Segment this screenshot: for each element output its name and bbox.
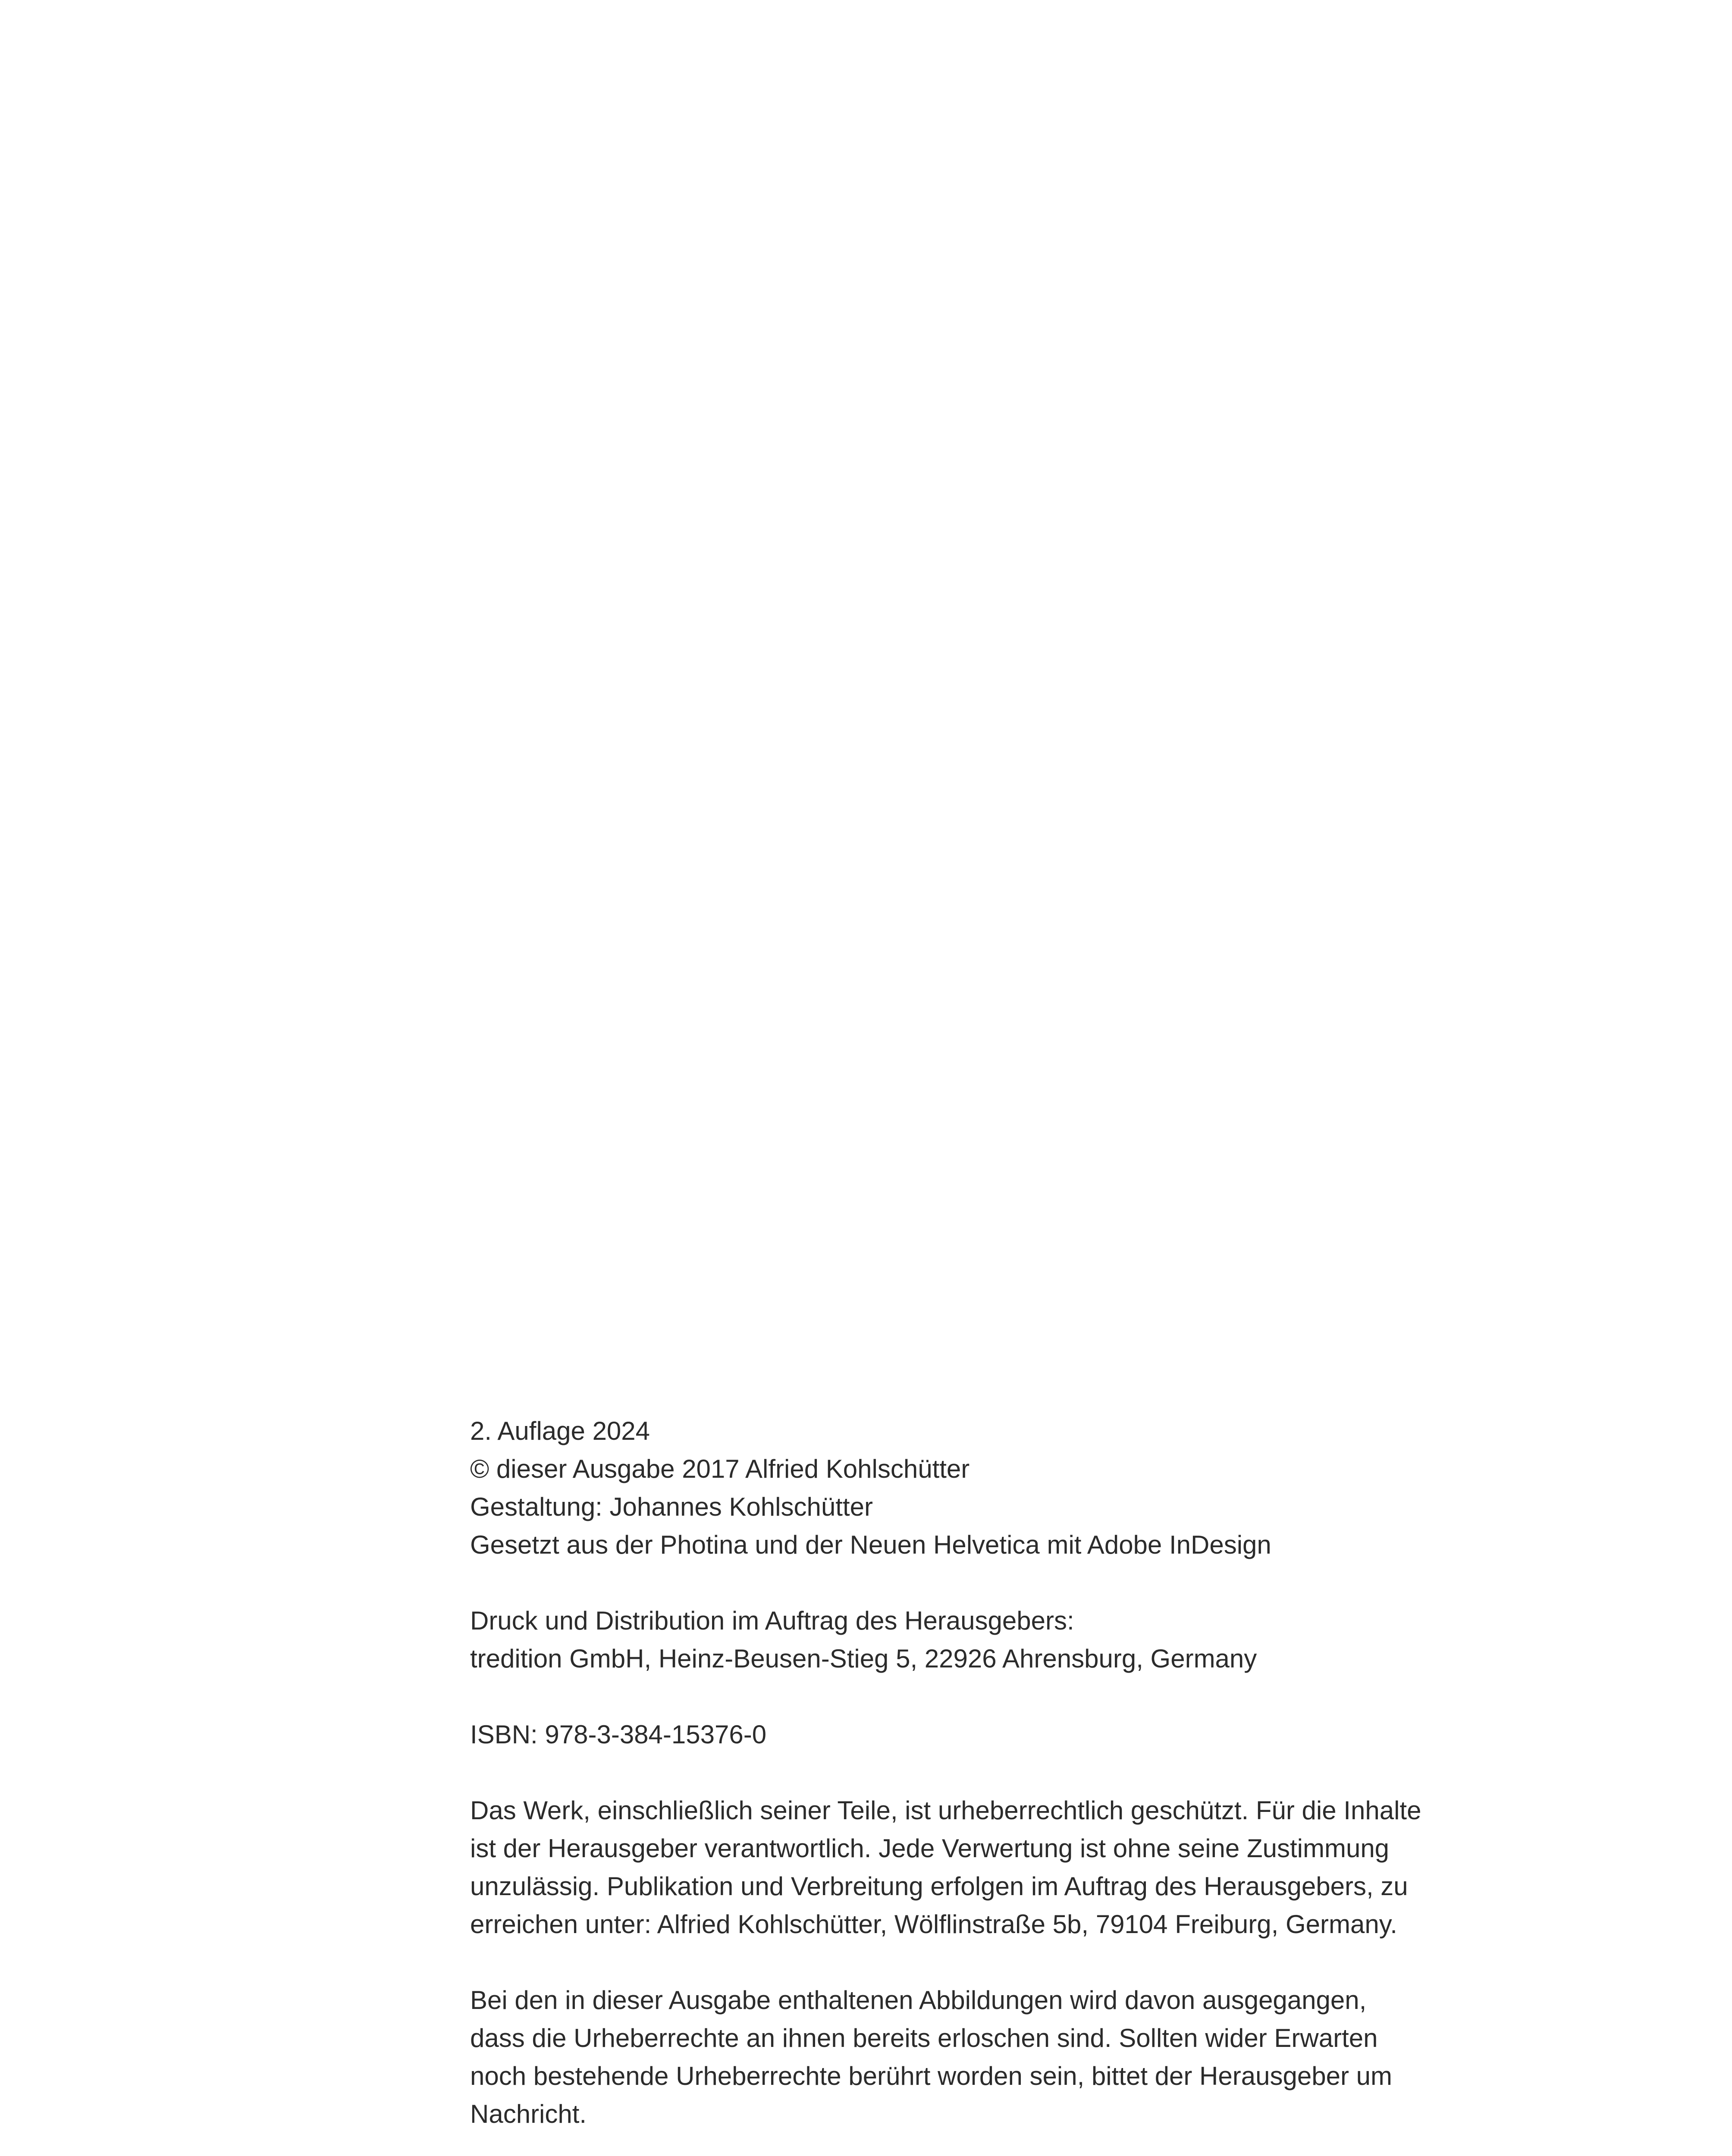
design-credit-line: Gestaltung: Johannes Kohlschütter (470, 1492, 873, 1521)
isbn-line: ISBN: 978-3-384-15376-0 (470, 1720, 767, 1749)
edition-block (470, 1412, 1600, 1564)
image-rights-notice-line: Bei den in dieser Ausgabe enthaltenen Abbildungen wird davon ausgegangen, (470, 1986, 1367, 2015)
image-rights-notice-line: dass die Urheberrechte an ihnen bereits erloschen sind. Sollten wider Erwarten (470, 2024, 1378, 2053)
distributor-address-line: tredition GmbH, Heinz-Beusen-Stieg 5, 22926 Ahrensburg, Germany (470, 1644, 1257, 1673)
copyright-notice-line: ist der Herausgeber verantwortlich. Jede Verwertung ist ohne seine Zustimmung (470, 1834, 1390, 1863)
copyright-notice-line: unzulässig. Publikation und Verbreitung erfolgen im Auftrag des Herausgebers, zu (470, 1872, 1408, 1901)
imprint-text (470, 1412, 1600, 2133)
copyright-notice-line: Das Werk, einschließlich seiner Teile, ist urheberrechtlich geschützt. Für die Inhalte (470, 1796, 1421, 1825)
distribution-line: Druck und Distribution im Auftrag des Herausgebers: (470, 1606, 1074, 1635)
copyright-notice-block (470, 1792, 1600, 1943)
distribution-block (470, 1602, 1600, 1678)
isbn-block (470, 1716, 1600, 1754)
typesetting-line: Gesetzt aus der Photina und der Neuen Helvetica mit Adobe InDesign (470, 1530, 1271, 1559)
image-rights-notice-line: noch bestehende Urheberrechte berührt worden sein, bittet der Herausgeber um (470, 2062, 1392, 2090)
edition-line: 2. Auflage 2024 (470, 1416, 650, 1445)
image-rights-notice-block (470, 1981, 1600, 2133)
image-rights-notice-line: Nachricht. (470, 2100, 587, 2128)
copyright-notice-line: erreichen unter: Alfried Kohlschütter, Wölflinstraße 5b, 79104 Freiburg, Germany. (470, 1910, 1397, 1939)
copyright-line: © dieser Ausgabe 2017 Alfried Kohlschütter (470, 1454, 970, 1483)
